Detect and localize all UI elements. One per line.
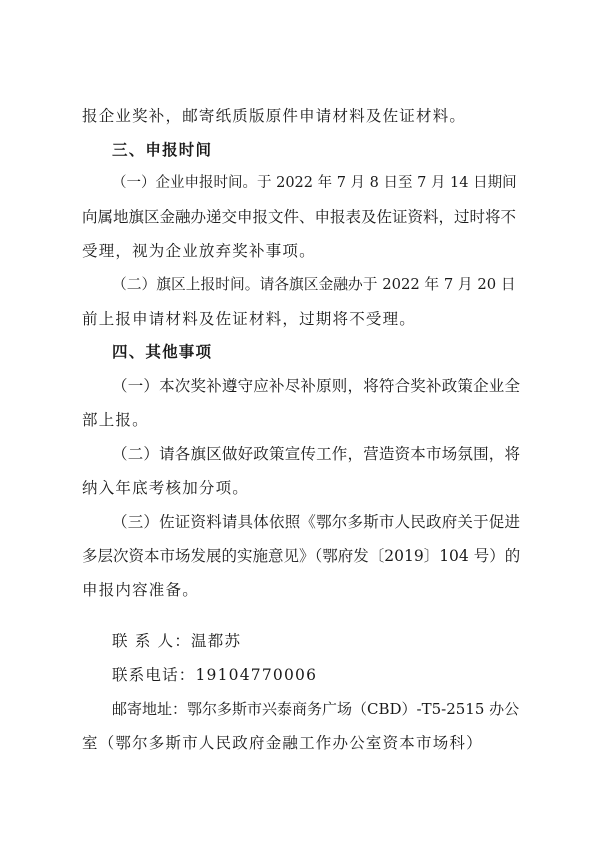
paragraph-line: 前上报申请材料及佐证材料，过期将不受理。 [82, 310, 417, 328]
paragraph-line: （一）企业申报时间。于 2022 年 7 月 8 日至 7 月 14 日期间 [112, 175, 517, 191]
paragraph-line: （二）旗区上报时间。请各旗区金融办于 2022 年 7 月 20 日 [112, 276, 516, 293]
section-heading-other-matters: 四、其他事项 [112, 343, 213, 361]
paragraph-line: 申报内容准备。 [82, 581, 199, 599]
paragraph-line: 向属地旗区金融办递交申报文件、申报表及佐证资料，过时将不 [82, 208, 517, 226]
paragraph-line: 多层次资本市场发展的实施意见》（鄂府发〔2019〕104 号）的 [82, 547, 521, 565]
paragraph-line: （三）佐证资料请具体依照《鄂尔多斯市人民政府关于促进 [112, 513, 521, 531]
mailing-address-continued: 室（鄂尔多斯市人民政府金融工作办公室资本市场科） [82, 734, 483, 752]
contact-person: 联 系 人：温都苏 [112, 632, 242, 650]
paragraph-line-continued: 报企业奖补，邮寄纸质版原件申请材料及佐证材料。 [82, 107, 467, 125]
paragraph-line: 纳入年底考核加分项。 [82, 479, 250, 497]
paragraph-line: （二）请各旗区做好政策宣传工作，营造资本市场氛围，将 [112, 445, 521, 463]
contact-phone: 联系电话：19104770006 [112, 666, 318, 684]
paragraph-line: 部上报。 [82, 411, 149, 429]
mailing-address: 邮寄地址：鄂尔多斯市兴泰商务广场（CBD）-T5-2515 办公 [112, 700, 520, 718]
paragraph-line: 受理，视为企业放弃奖补事项。 [82, 242, 316, 260]
paragraph-line: （一）本次奖补遵守应补尽补原则，将符合奖补政策企业全 [112, 377, 521, 395]
section-heading-application-time: 三、申报时间 [112, 141, 213, 159]
